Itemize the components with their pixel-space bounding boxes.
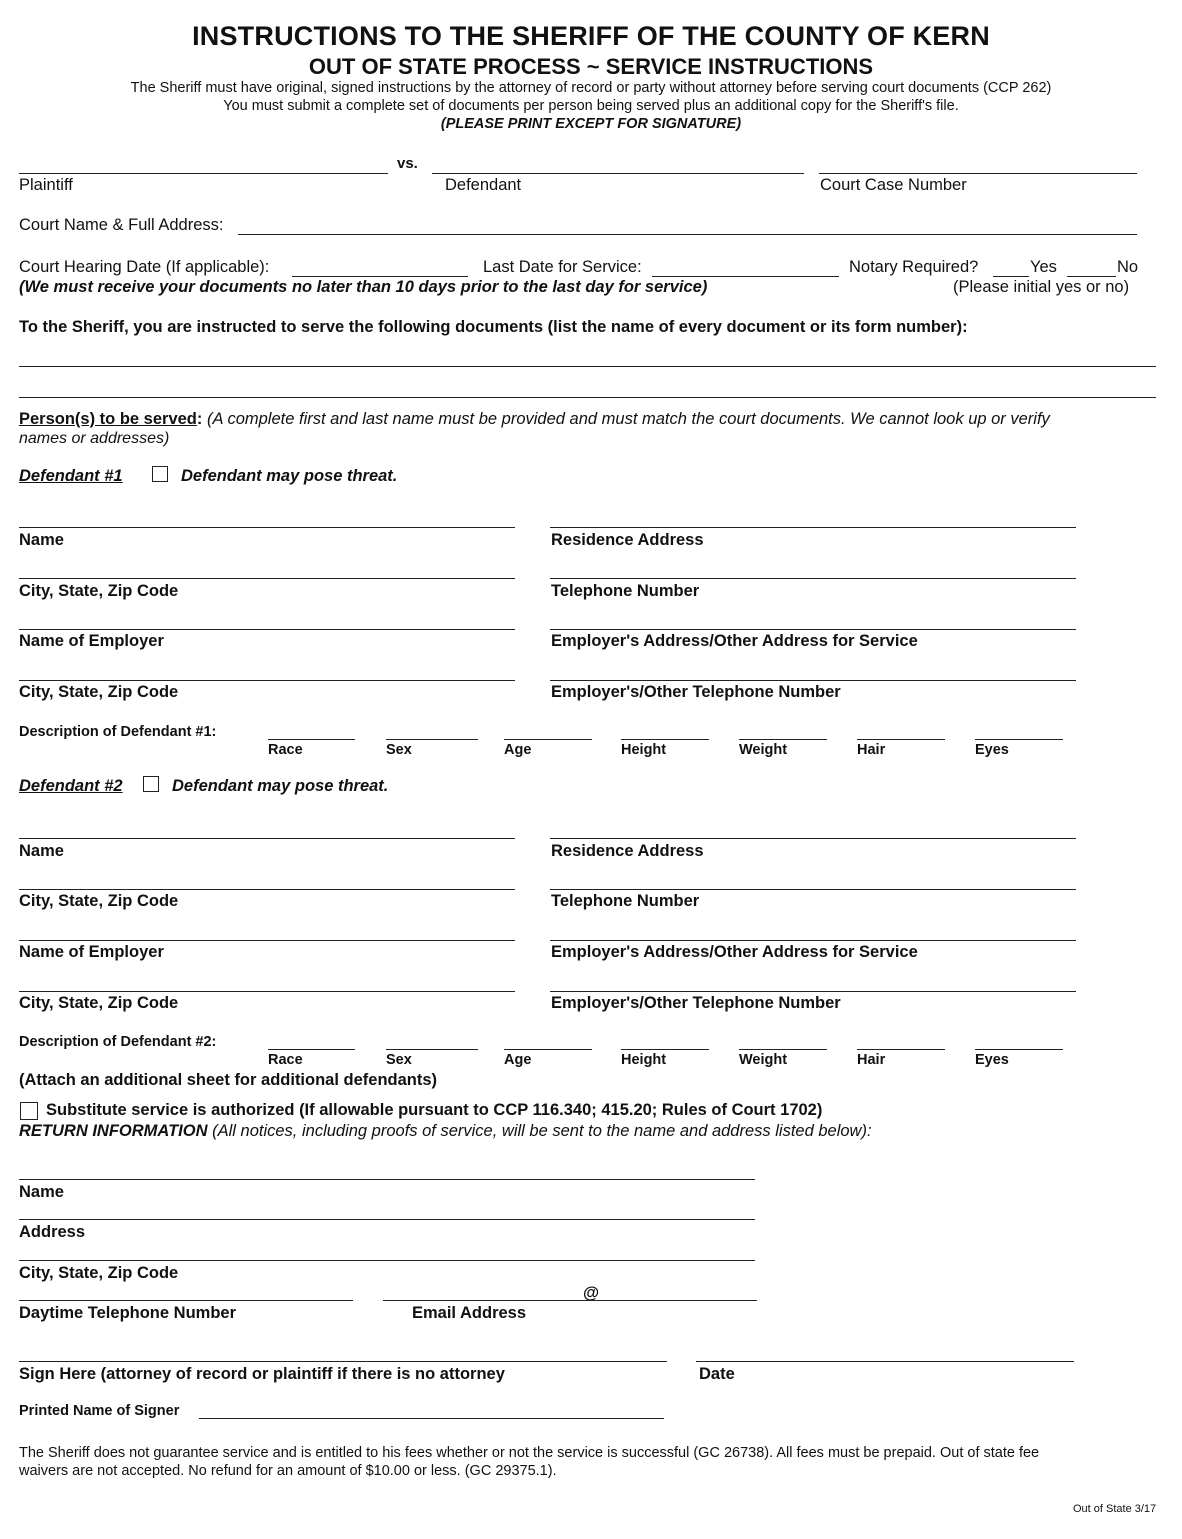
d2-sex-label: Sex [386,1052,412,1068]
case-number-line[interactable] [819,173,1137,174]
d1-hair-label: Hair [857,742,886,758]
return-info-note: (All notices, including proofs of service, will be sent to the name and address listed below): [212,1122,872,1140]
d1-name-label: Name [19,531,64,549]
d2-height-label: Height [621,1052,667,1068]
d1-eyes-line[interactable] [975,739,1063,740]
form-subtitle: OUT OF STATE PROCESS ~ SERVICE INSTRUCTIONS [308,54,874,79]
documents-line-2[interactable] [19,397,1156,398]
d2-telephone-label: Telephone Number [551,892,700,910]
d1-race-line[interactable] [268,739,355,740]
d2-employer-phone-label: Employer's/Other Telephone Number [551,994,841,1012]
persons-note-2: names or addresses) [19,430,170,447]
d1-employer-address-line[interactable] [550,629,1076,630]
d2-employer-address-line[interactable] [550,940,1076,941]
d2-city2-line[interactable] [19,991,515,992]
d1-description-label: Description of Defendant #1: [19,724,217,740]
d2-sex-line[interactable] [386,1049,478,1050]
return-name-label: Name [19,1183,64,1201]
return-phone-label: Daytime Telephone Number [19,1304,236,1322]
d1-telephone-label: Telephone Number [551,582,700,600]
last-date-line[interactable] [652,276,839,277]
d1-age-line[interactable] [504,739,592,740]
defendant-2-threat-label: Defendant may pose threat. [172,777,389,795]
defendant-2-label: Defendant #2 [19,777,123,795]
d1-city2-label: City, State, Zip Code [19,683,179,701]
d1-city-label: City, State, Zip Code [19,582,179,600]
d2-hair-line[interactable] [857,1049,945,1050]
defendant-1-label: Defendant #1 [19,467,123,485]
d1-city2-line[interactable] [19,680,515,681]
notary-yes-line[interactable] [993,276,1029,277]
header-note-3: (PLEASE PRINT EXCEPT FOR SIGNATURE) [440,116,742,132]
plaintiff-label: Plaintiff [19,176,73,194]
d1-race-label: Race [268,742,303,758]
d1-employer-label: Name of Employer [19,632,164,650]
header-note-1: The Sheriff must have original, signed instructions by the attorney of record or party without attorney before serving court documents (CCP 262) [130,80,1052,96]
d2-age-line[interactable] [504,1049,592,1050]
signature-line[interactable] [19,1361,667,1362]
court-name-label: Court Name & Full Address: [19,216,224,234]
d2-name-label: Name [19,842,64,860]
hearing-date-label: Court Hearing Date (If applicable): [19,258,270,276]
printed-name-line[interactable] [199,1418,664,1419]
return-phone-line[interactable] [19,1300,353,1301]
form-title: INSTRUCTIONS TO THE SHERIFF OF THE COUNTY OF KERN [192,21,990,51]
return-info-label: RETURN INFORMATION [19,1122,208,1140]
persons-heading-text: Person(s) to be served [19,410,197,428]
defendant-line[interactable] [432,173,804,174]
form-id: Out of State 3/17 [1073,1503,1157,1515]
documents-instruction: To the Sheriff, you are instructed to serve the following documents (list the name of every document or its form number): [19,318,968,336]
d2-employer-label: Name of Employer [19,943,164,961]
return-address-line[interactable] [19,1219,755,1220]
signature-label: Sign Here (attorney of record or plaintiff if there is no attorney [19,1365,505,1383]
d2-hair-label: Hair [857,1052,886,1068]
header-note-2: You must submit a complete set of documents per person being served plus an additional copy for the Sheriff's file. [223,98,959,114]
d1-employer-phone-label: Employer's/Other Telephone Number [551,683,841,701]
d2-city-label: City, State, Zip Code [19,892,179,910]
defendant-1-threat-label: Defendant may pose threat. [181,467,398,485]
footer-note-2: waivers are not accepted. No refund for an amount of $10.00 or less. (GC 29375.1). [19,1463,557,1479]
return-email-label: Email Address [412,1304,527,1322]
d2-weight-label: Weight [739,1052,788,1068]
receive-note: (We must receive your documents no later than 10 days prior to the last day for service) [19,278,708,296]
defendant-label: Defendant [445,176,522,194]
d1-height-line[interactable] [621,739,709,740]
court-name-line[interactable] [238,234,1137,235]
last-date-label: Last Date for Service: [483,258,642,276]
d2-description-label: Description of Defendant #2: [19,1034,217,1050]
d1-telephone-line[interactable] [550,578,1076,579]
footer-note-1: The Sheriff does not guarantee service and is entitled to his fees whether or not the service is successful (GC 26738). All fees must be prepaid. Out of state fee [19,1445,1040,1461]
d1-hair-line[interactable] [857,739,945,740]
d1-residence-label: Residence Address [551,531,704,549]
d2-residence-line[interactable] [550,838,1076,839]
notary-yes-label: Yes [1030,258,1057,276]
d2-race-line[interactable] [268,1049,355,1050]
notary-no-label: No [1117,258,1139,276]
case-number-label: Court Case Number [820,176,967,194]
d2-city2-label: City, State, Zip Code [19,994,179,1012]
d2-employer-address-label: Employer's Address/Other Address for Service [551,943,918,961]
return-city-label: City, State, Zip Code [19,1264,179,1282]
defendant-2-threat-checkbox[interactable] [143,776,159,792]
persons-heading-colon: : [196,410,203,428]
d1-sex-line[interactable] [386,739,478,740]
notary-no-line[interactable] [1067,276,1116,277]
d1-employer-line[interactable] [19,629,515,630]
vs-label: vs. [397,155,418,172]
d1-age-label: Age [504,742,532,758]
return-address-label: Address [19,1223,86,1241]
plaintiff-line[interactable] [19,173,388,174]
d1-weight-label: Weight [739,742,788,758]
d1-height-label: Height [621,742,667,758]
d2-height-line[interactable] [621,1049,709,1050]
return-city-line[interactable] [19,1260,755,1261]
d2-eyes-line[interactable] [975,1049,1063,1050]
d2-age-label: Age [504,1052,532,1068]
persons-heading [19,410,1050,429]
d2-race-label: Race [268,1052,303,1068]
d2-eyes-label: Eyes [975,1052,1009,1068]
return-name-line[interactable] [19,1179,755,1180]
email-at-symbol: @ [583,1284,600,1302]
d1-name-line[interactable] [19,527,515,528]
return-info-heading [19,1122,872,1141]
persons-note-1: (A complete first and last name must be provided and must match the court documents. We cannot look up or verify [206,410,1050,428]
hearing-date-line[interactable] [292,276,468,277]
d1-residence-line[interactable] [550,527,1076,528]
defendant-1-threat-checkbox[interactable] [152,466,168,482]
d1-sex-label: Sex [386,742,412,758]
d1-eyes-label: Eyes [975,742,1009,758]
d1-city-line[interactable] [19,578,515,579]
initial-note: (Please initial yes or no) [953,278,1130,296]
substitute-service-checkbox[interactable] [20,1102,38,1120]
d1-employer-address-label: Employer's Address/Other Address for Service [551,632,918,650]
d2-employer-line[interactable] [19,940,515,941]
d2-employer-phone-line[interactable] [550,991,1076,992]
d1-weight-line[interactable] [739,739,827,740]
attach-note: (Attach an additional sheet for additional defendants) [19,1071,438,1089]
d2-weight-line[interactable] [739,1049,827,1050]
d2-city-line[interactable] [19,889,515,890]
d2-telephone-line[interactable] [550,889,1076,890]
substitute-service-label: Substitute service is authorized (If allowable pursuant to CCP 116.340; 415.20; Rules of Court 1702) [46,1101,823,1119]
documents-line-1[interactable] [19,366,1156,367]
printed-name-label: Printed Name of Signer [19,1403,180,1419]
d2-residence-label: Residence Address [551,842,704,860]
d2-name-line[interactable] [19,838,515,839]
notary-label: Notary Required? [849,258,979,276]
date-label: Date [699,1365,735,1383]
date-line[interactable] [696,1361,1074,1362]
d1-employer-phone-line[interactable] [550,680,1076,681]
return-email-line[interactable] [383,1300,757,1301]
